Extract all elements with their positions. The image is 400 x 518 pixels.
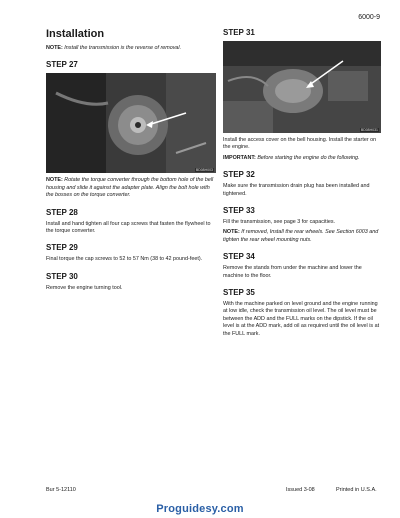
intro-note-text: Install the transmission is the reverse of removal.: [62, 45, 182, 51]
step-31-important-text: Before starting the engine do the following.: [255, 154, 360, 161]
step-30-title: STEP 30: [46, 271, 78, 281]
step-28-title: STEP 28: [46, 207, 78, 217]
step-33-note-label: NOTE:: [223, 229, 240, 236]
step-28-text: Install and hand tighten all four cap screws that fasten the flywheel to the torque converter.: [46, 220, 211, 235]
step-32-text: Make sure the transmission drain plug has been installed and tightened.: [223, 183, 370, 197]
step-34-title: STEP 34: [223, 252, 255, 262]
watermark: Proguidesy.com: [156, 503, 244, 515]
footer-printed: Printed in U.S.A.: [336, 487, 377, 493]
step-27-title: STEP 27: [46, 60, 78, 70]
page-number: 6000-9: [358, 14, 380, 21]
step-27-image-code: BD08H003: [195, 168, 213, 173]
intro-note-label: NOTE:: [46, 45, 63, 51]
step-33-text: Fill the transmission, see page 3 for capacities.: [223, 219, 336, 226]
step-34-text: Remove the stands from under the machine and lower the machine to the floor.: [223, 265, 362, 279]
step-33-note: [223, 229, 381, 244]
step-33-note-text: If removed, Install the rear wheels. See Section 6003 and tighten the rear wheel mounting nuts.: [223, 229, 379, 243]
torque-converter-photo: [46, 73, 216, 173]
intro-note: [46, 45, 216, 52]
footer-bur: Bur 5-12110: [46, 487, 76, 493]
step-33-title: STEP 33: [223, 206, 255, 216]
step-31-title: STEP 31: [223, 28, 255, 37]
step-27-note-text: Rotate the torque converter through the bottom hole of the bell housing and slide it against the adapter plate. Align the bolt hole with the bosses on the torque converter.: [46, 177, 214, 199]
step-32-title: STEP 32: [223, 170, 255, 180]
step-35-title: STEP 35: [223, 288, 255, 298]
step-31-image-code: BD08H031: [360, 128, 378, 132]
section-title: Installation: [46, 28, 105, 40]
step-29-title: STEP 29: [46, 243, 78, 253]
step-27-photo: [46, 73, 216, 173]
right-column: [223, 28, 381, 346]
footer-issued: Issued 3-08: [286, 487, 315, 493]
step-31-important-label: IMPORTANT:: [223, 154, 256, 161]
step-29-text: Final torque the cap screws to 52 to 57 Nm (38 to 42 pound-feet).: [46, 256, 203, 263]
left-column: [46, 28, 216, 300]
step-31-text: Install the access cover on the bell housing. Install the starter on the engine.: [223, 137, 377, 151]
step-35-text: With the machine parked on level ground and the engine running at low idle, check the transmission oil level. The oil level must be between the ADD and the FULL marks on the dipstick. If the oil level is at the ADD mark, add oil as required until the oil level is at the FULL mark.: [223, 301, 380, 337]
step-27-note-label: NOTE:: [46, 177, 63, 184]
step-27-note: [46, 177, 216, 199]
step-30-text: Remove the engine turning tool.: [46, 284, 123, 291]
step-31-important: [223, 155, 381, 162]
bell-housing-photo: [223, 41, 381, 133]
step-31-photo: [223, 41, 381, 133]
